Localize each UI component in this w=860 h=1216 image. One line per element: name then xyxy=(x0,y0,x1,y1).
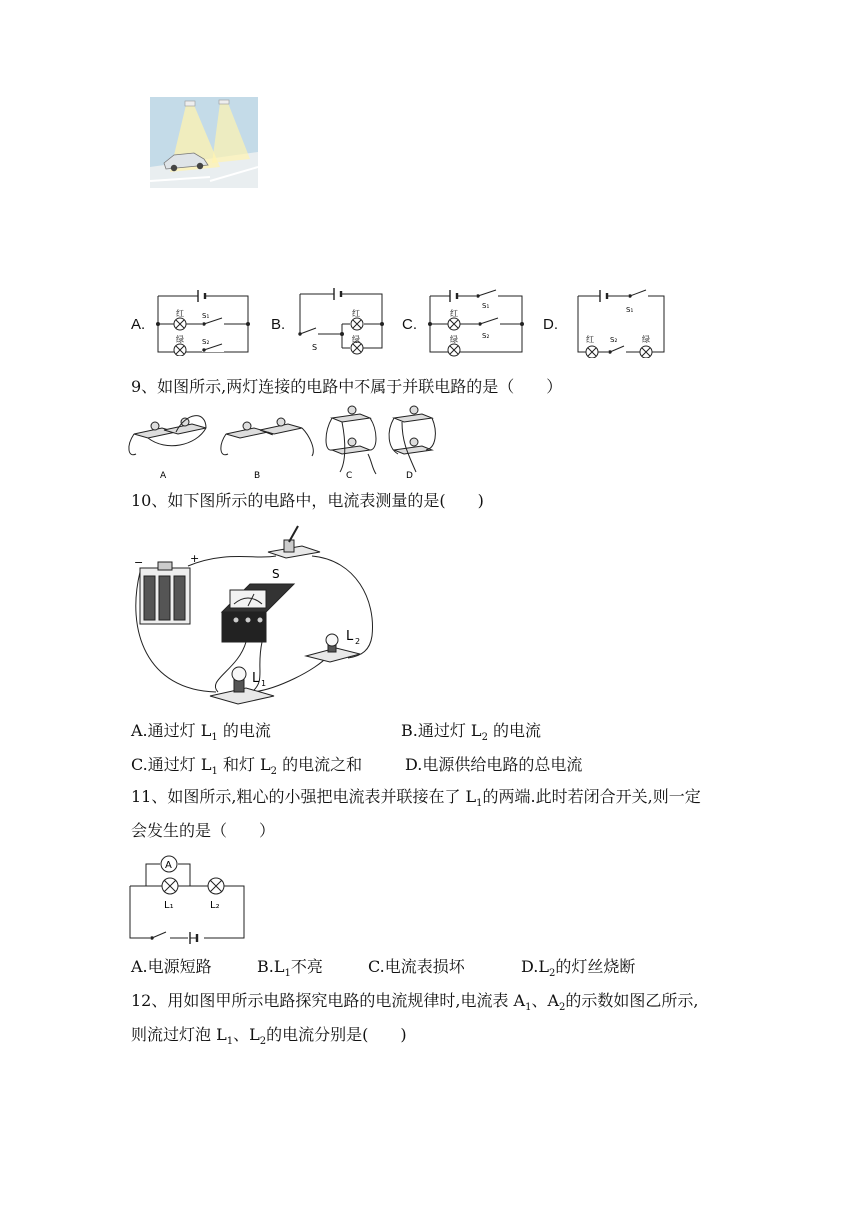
q10-option-a[interactable]: A.通过灯 $L_1$ 的电流 xyxy=(131,721,271,744)
q10-option-b[interactable]: B.通过灯 $L_2$ 的电流 xyxy=(401,721,542,744)
q9-label-a: A xyxy=(160,471,167,481)
q9-label-d: D xyxy=(406,471,413,481)
battery-minus: − xyxy=(134,556,144,569)
q11-option-b[interactable]: $B.L_1$不亮 xyxy=(257,957,323,980)
q11-option-a[interactable]: A.电源短路 xyxy=(131,957,212,976)
q8a-s2-label: S₂ xyxy=(202,338,210,346)
q8c-green-label: 绿 xyxy=(450,335,458,344)
lamp-l1-sub: 1 xyxy=(261,679,267,688)
parking-garage-photo xyxy=(150,97,258,188)
q8b-red-label: 红 xyxy=(352,309,360,318)
q8c-s1-label: S₁ xyxy=(482,302,490,310)
battery-group xyxy=(140,562,190,624)
q8a-green-label: 绿 xyxy=(176,335,184,344)
q10-option-d[interactable]: D.电源供给电路的总电流 xyxy=(405,755,583,774)
q8b-s-label: S xyxy=(312,343,318,352)
q11-l2-label: L₂ xyxy=(210,900,220,911)
q8b-green-label: 绿 xyxy=(352,335,360,344)
q8-circuit-a xyxy=(152,288,252,356)
q11-l1-label: L₁ xyxy=(164,900,174,911)
lamp-l2-label: L xyxy=(346,629,354,644)
q9-label-b: B xyxy=(254,471,261,481)
q11-option-d[interactable]: $D.L_2$的灯丝烧断 xyxy=(521,957,636,980)
q8c-red-label: 红 xyxy=(450,309,458,318)
parking-garage-picture xyxy=(150,97,258,188)
q8d-s1-label: S₁ xyxy=(626,306,634,314)
q9-question: 9、如图所示,两灯连接的电路中不属于并联电路的是（ ） xyxy=(131,377,563,396)
q8d-green-label: 绿 xyxy=(642,335,650,344)
q12-question-line2: 则流过灯泡 $L_1$、$L_2$的电流分别是( ) xyxy=(131,1025,407,1048)
q8-circuit-b xyxy=(292,284,390,356)
q8d-s2-label: S₂ xyxy=(610,336,618,344)
q9-label-c: C xyxy=(346,471,353,481)
q8-option-c-label: C. xyxy=(402,316,417,333)
q8d-red-label: 红 xyxy=(586,335,594,344)
lamp-l2-sub: 2 xyxy=(355,637,361,646)
q8c-s2-label: S₂ xyxy=(482,332,490,340)
q11-question-line2: 会发生的是（ ） xyxy=(131,821,276,840)
switch-label: S xyxy=(272,567,280,581)
q8-option-a-label: A. xyxy=(131,316,146,333)
q8-circuit-c xyxy=(424,288,528,358)
q8-option-d-label: D. xyxy=(543,316,558,333)
q8a-s1-label: S₁ xyxy=(202,312,210,320)
q10-question: 10、如下图所示的电路中，电流表测量的是( ) xyxy=(131,491,484,510)
q11-option-c[interactable]: C.电流表损坏 xyxy=(368,957,465,976)
ammeter-a-label: A xyxy=(165,860,172,871)
q10-option-c[interactable]: C.通过灯 $L_1$ 和灯 $L_2$ 的电流之和 xyxy=(131,755,363,778)
q12-question-line1: 12、用如图甲所示电路探究电路的电流规律时,电流表 $A_1$、$A_2$的示数如图乙所示, xyxy=(131,991,699,1014)
q8a-red-label: 红 xyxy=(176,309,184,318)
q9-figure xyxy=(126,402,446,482)
lamp-l1-label: L xyxy=(252,671,260,686)
q8-circuit-d xyxy=(570,286,670,358)
q11-question-line1: 11、如图所示,粗心的小强把电流表并联接在了 $L_1$的两端.此时若闭合开关,则一定 xyxy=(131,787,701,810)
q8-option-b-label: B. xyxy=(271,316,286,333)
q11-figure xyxy=(126,854,250,946)
switch-group xyxy=(268,526,320,558)
battery-plus: + xyxy=(190,552,200,565)
ammeter-group xyxy=(222,584,294,642)
q10-figure xyxy=(126,520,386,720)
